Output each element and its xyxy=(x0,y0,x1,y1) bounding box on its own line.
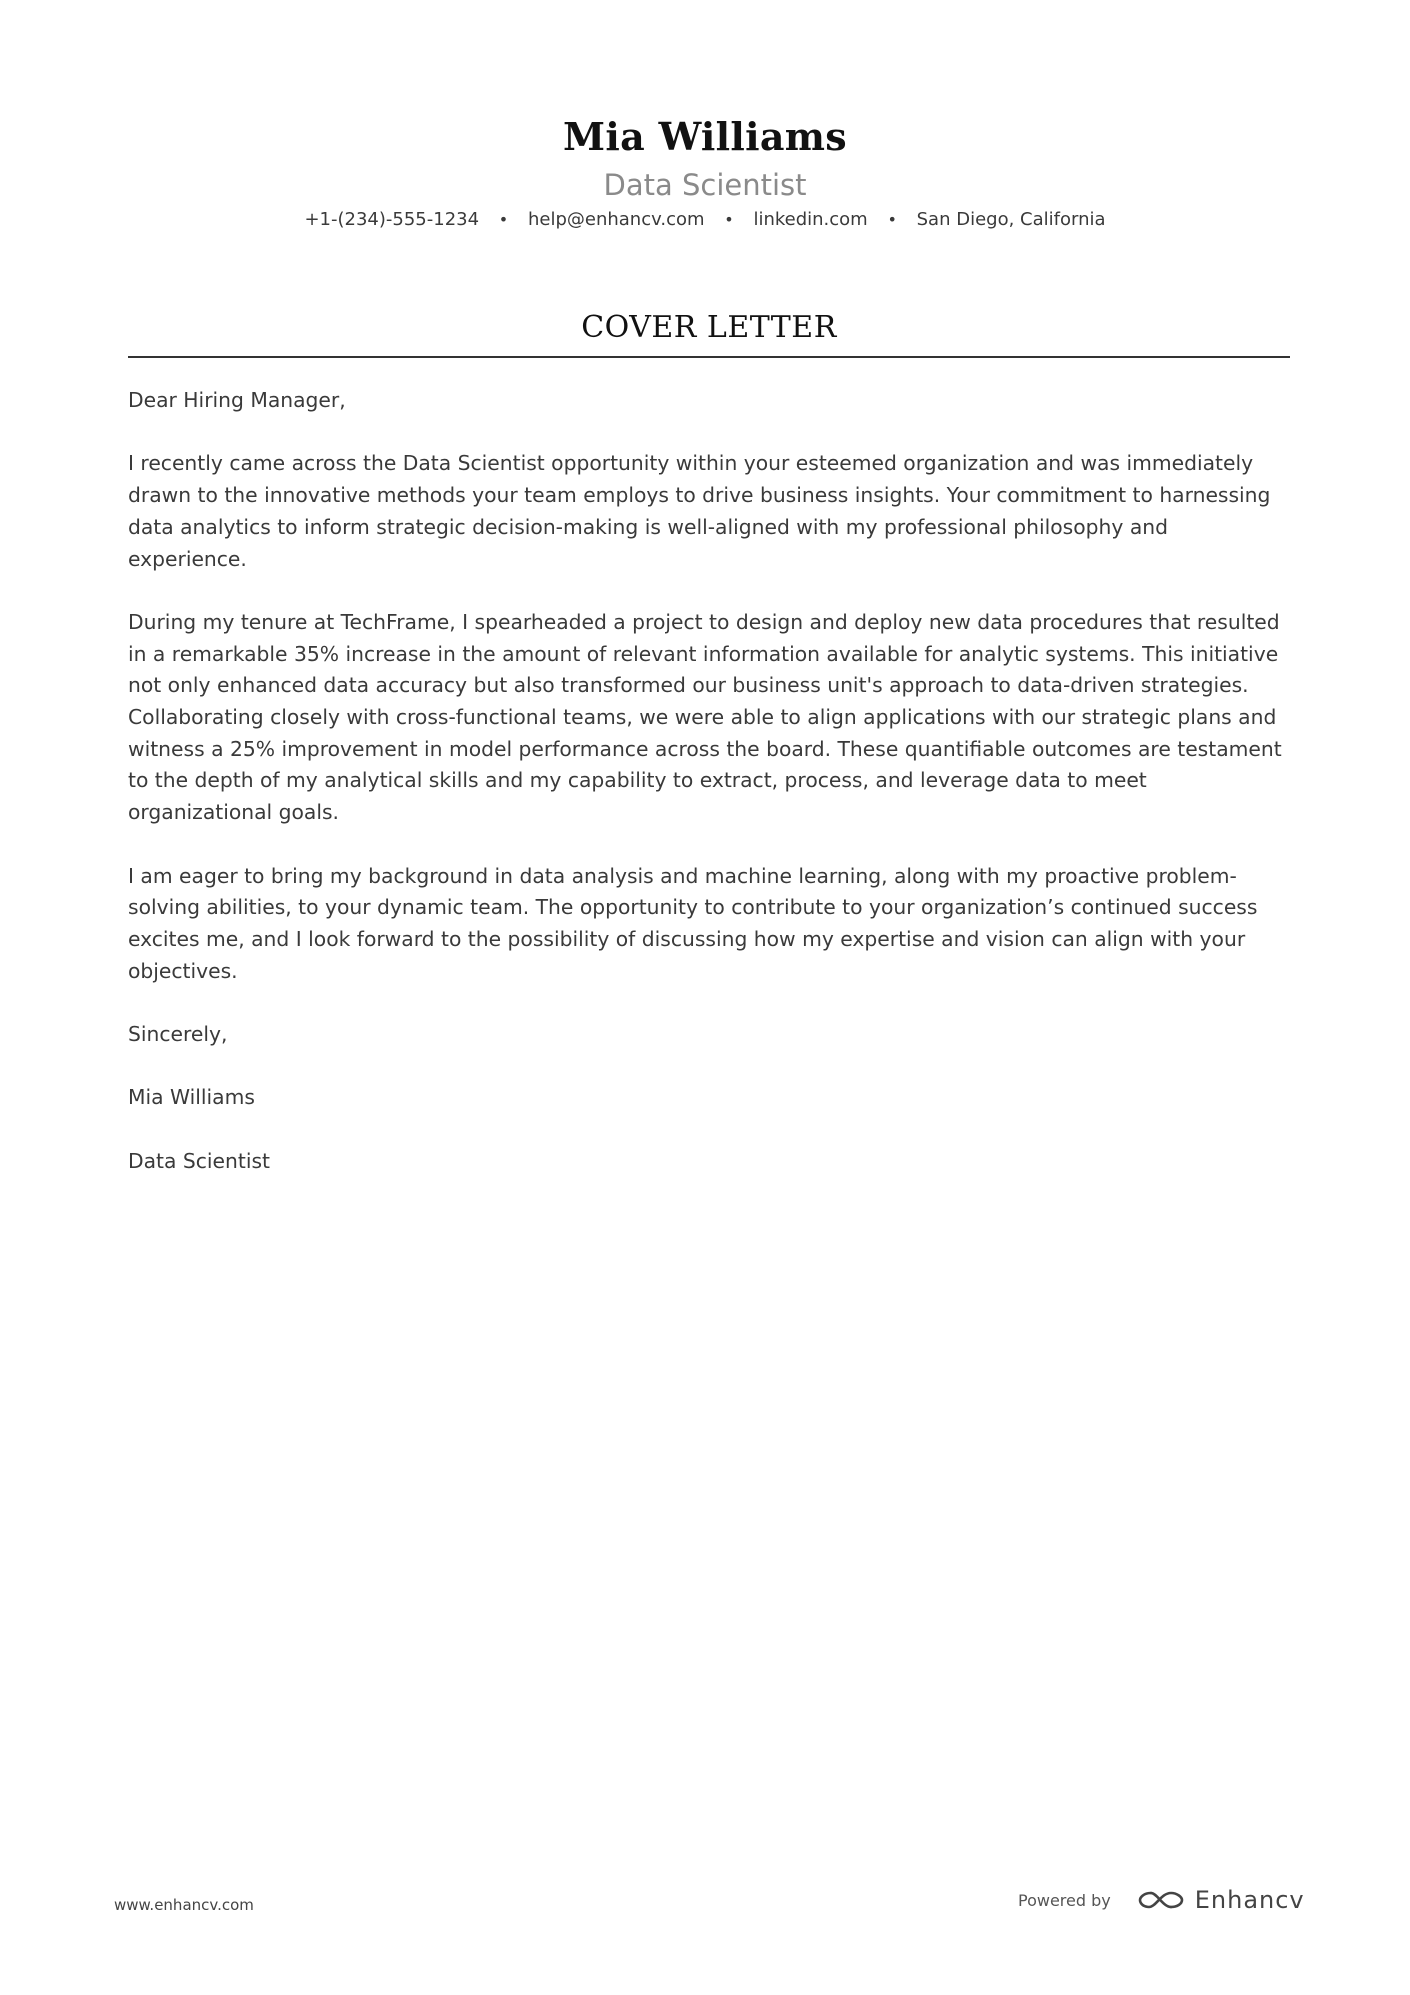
contact-phone: +1-(234)-555-1234 xyxy=(304,209,480,230)
contact-email[interactable]: help@enhancv.com xyxy=(527,209,705,230)
header xyxy=(0,112,1410,233)
contact-location: San Diego, California xyxy=(916,209,1106,230)
signature-title: Data Scientist xyxy=(128,1148,270,1173)
letter-paragraph: I recently came across the Data Scientist opportunity within your esteemed organization and was immediately drawn to the innovative methods your team employs to drive business insights. Your commitment to harnessing data analytics to inform strategic decision-making is well-aligned with my professional philosophy and experience. xyxy=(128,451,1271,571)
letter-body xyxy=(128,385,1290,1209)
letter-closing: Sincerely, xyxy=(128,1022,228,1046)
section-divider xyxy=(128,356,1290,358)
contact-separator: • xyxy=(887,210,897,229)
letter-paragraph: During my tenure at TechFrame, I spearheaded a project to design and deploy new data procedures that resulted in a remarkable 35% increase in the amount of relevant information available for analytic systems. This initiative not only enhanced data accuracy but also transformed our business unit's approach to data-driven strategies. Collaborating closely with cross-functional teams, we were able to align applications with our strategic plans and witness a 25% improvement in model performance across the board. These quantifiable outcomes are testament to the depth of my analytical skills and my capability to extract, process, and leverage data to meet organizational goals. xyxy=(128,609,1282,825)
contact-linkedin[interactable]: linkedin.com xyxy=(753,209,868,230)
letter-paragraph: I am eager to bring my background in data analysis and machine learning, along with my proactive problem-solving abilities, to your dynamic team. The opportunity to contribute to your organization’s continued success excites me, and I look forward to the possibility of discussing how my expertise and vision can align with your objectives. xyxy=(128,863,1258,983)
footer-website[interactable]: www.enhancv.com xyxy=(114,1896,254,1914)
letter-greeting: Dear Hiring Manager, xyxy=(128,388,346,412)
contact-separator: • xyxy=(724,210,734,229)
contact-separator: • xyxy=(498,210,509,229)
enhancv-infinity-icon xyxy=(1137,1888,1185,1912)
contact-line xyxy=(0,207,1410,233)
footer-branding xyxy=(1018,1886,1305,1914)
powered-by-label: Powered by xyxy=(1018,1890,1111,1910)
signature-name: Mia Williams xyxy=(128,1085,255,1110)
brand-name: Enhancv xyxy=(1194,1886,1305,1914)
applicant-title: Data Scientist xyxy=(603,168,807,202)
section-title: COVER LETTER xyxy=(581,310,837,345)
applicant-name: Mia Williams xyxy=(563,114,847,159)
